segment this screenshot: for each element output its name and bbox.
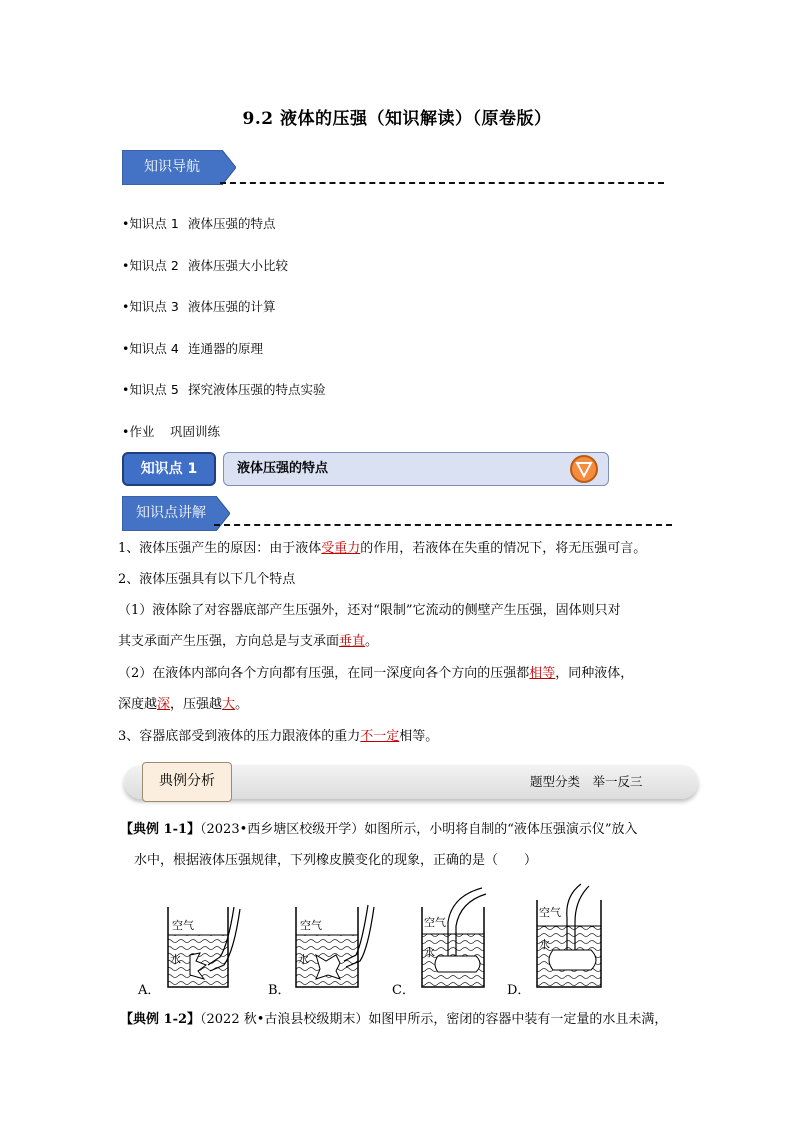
example-tag: 典例分析 <box>142 762 232 802</box>
option-label[interactable]: B． <box>268 983 291 998</box>
paragraph: 1、液体压强产生的原因：由于液体受重力的作用，若液体在失重的情况下，将无压强可言。 <box>118 541 647 556</box>
answer-underline: 相等 <box>529 666 556 681</box>
toc-item: •知识点 2 液体压强大小比较 <box>122 258 289 273</box>
air-label: 空气 <box>300 919 322 932</box>
expand-arrow-icon[interactable] <box>570 455 598 483</box>
figure-option-c <box>390 882 510 998</box>
option-label[interactable]: C． <box>392 983 415 998</box>
answer-underline: 大 <box>222 697 236 712</box>
kp1-title: 液体压强的特点 <box>237 461 329 476</box>
toc-item: •知识点 4 连通器的原理 <box>122 341 264 356</box>
answer-underline: 受重力 <box>321 541 361 556</box>
toc-item: •知识点 1 液体压强的特点 <box>122 216 276 231</box>
air-label: 空气 <box>172 919 194 932</box>
paragraph: （2）在液体内部向各个方向都有压强，在同一深度向各个方向的压强都相等，同种液体， <box>118 666 634 681</box>
triangle-down-icon <box>572 457 596 481</box>
explanation-label: 知识点讲解 <box>136 505 206 521</box>
paragraph: 其支承面产生压强，方向总是与支承面垂直。 <box>118 634 379 649</box>
example-1-1-line1: 【典例 1-1】（2023•西乡塘区校级开学）如图所示，小明将自制的“液体压强演示仪”放入 <box>120 822 638 837</box>
water-label: 水 <box>539 938 550 951</box>
answer-underline: 垂直 <box>339 634 366 649</box>
paragraph: 深度越深，压强越大。 <box>118 697 249 712</box>
answer-underline: 不一定 <box>360 729 400 744</box>
paragraph: （1）液体除了对容器底部产生压强外，还对“限制”它流动的侧壁产生压强，固体则只对 <box>118 603 621 618</box>
figure-option-a <box>130 895 250 998</box>
kp1-title-bar <box>223 452 609 486</box>
divider-line <box>214 524 672 526</box>
water-label: 水 <box>298 953 309 966</box>
knowledge-nav-tag <box>122 150 236 185</box>
example-1-2-line1: 【典例 1-2】（2022 秋•古浪县校级期末）如图甲所示，密闭的容器中装有一定量的水且未满， <box>120 1012 668 1027</box>
answer-underline: 深 <box>157 697 171 712</box>
figure-option-d <box>505 882 625 998</box>
divider-line <box>220 182 664 184</box>
figure-option-b <box>260 895 380 998</box>
water-label: 水 <box>170 953 181 966</box>
paragraph: 2、液体压强具有以下几个特点 <box>118 572 296 587</box>
example-banner-subtitle: 题型分类 举一反三 <box>530 774 643 789</box>
knowledge-nav-label: 知识导航 <box>144 159 200 175</box>
toc-item: •知识点 3 液体压强的计算 <box>122 299 276 314</box>
page-title: 9.2 液体的压强（知识解读）（原卷版） <box>242 109 552 129</box>
option-label[interactable]: A． <box>138 983 161 998</box>
option-label[interactable]: D． <box>507 983 531 998</box>
air-label: 空气 <box>424 916 446 929</box>
air-label: 空气 <box>539 906 561 919</box>
toc-item: •作业 巩固训练 <box>122 424 221 439</box>
water-label: 水 <box>424 946 435 959</box>
kp1-badge: 知识点 1 <box>122 452 216 486</box>
paragraph: 3、容器底部受到液体的压力跟液体的重力不一定相等。 <box>118 729 439 744</box>
toc-item: •知识点 5 探究液体压强的特点实验 <box>122 382 326 397</box>
example-1-1-line2: 水中，根据液体压强规律，下列橡皮膜变化的现象，正确的是（ ） <box>134 853 538 868</box>
